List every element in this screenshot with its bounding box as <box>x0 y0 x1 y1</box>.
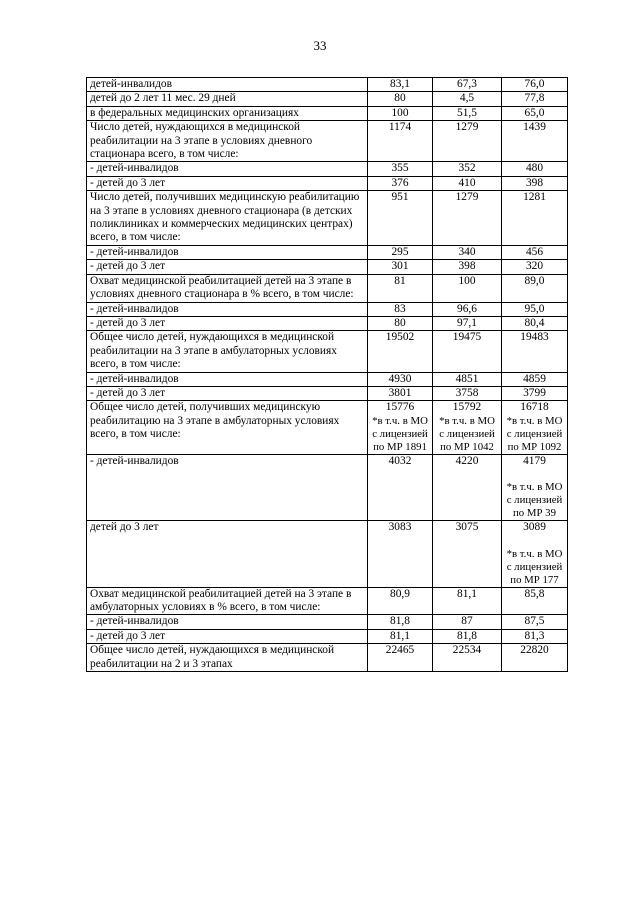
cell-value: 81,8 <box>390 615 410 628</box>
table-row <box>87 245 568 259</box>
table-row <box>87 260 568 274</box>
cell-value: 87,5 <box>524 615 545 628</box>
value-cell-col3 <box>502 106 568 120</box>
cell-value: 3075 <box>455 521 479 534</box>
cell-value: 3083 <box>388 521 412 534</box>
table-row <box>87 372 568 386</box>
cell-value: 19483 <box>520 331 549 344</box>
row-label: - детей до 3 лет <box>87 316 368 330</box>
row-label: - детей-инвалидов <box>87 245 368 259</box>
cell-value: 67,3 <box>457 78 477 90</box>
cell-value: 22820 <box>520 644 549 657</box>
cell-value: 80,4 <box>524 316 545 329</box>
cell-value: 376 <box>391 176 409 189</box>
cell-value: 87 <box>461 615 473 628</box>
table-row <box>87 106 568 120</box>
cell-value: 4032 <box>388 454 412 467</box>
value-cell-col1 <box>368 587 433 615</box>
cell-value: 80 <box>394 92 406 105</box>
value-cell-col1 <box>368 121 433 162</box>
value-cell-col3 <box>502 587 568 615</box>
cell-value: 83,1 <box>390 78 410 90</box>
value-cell-col2 <box>433 191 502 246</box>
cell-value: 355 <box>391 162 409 175</box>
table-row <box>87 629 568 643</box>
row-label: в федеральных медицинских организациях <box>87 106 368 120</box>
table-body <box>87 78 568 672</box>
license-note: *в т.ч. в МО с лицензией по МР 177 <box>506 547 563 586</box>
value-cell-col2 <box>433 386 502 400</box>
value-cell-col2 <box>433 644 502 672</box>
license-note: *в т.ч. в МО с лицензией по МР 1042 <box>439 414 495 453</box>
cell-value: 81,1 <box>390 629 410 642</box>
cell-value: 480 <box>525 162 544 175</box>
cell-value: 77,8 <box>524 92 545 105</box>
row-label: - детей до 3 лет <box>87 629 368 643</box>
value-cell-col2 <box>433 372 502 386</box>
value-cell-col3 <box>502 121 568 162</box>
cell-value: 80,9 <box>390 587 410 600</box>
license-note: *в т.ч. в МО с лицензией по МР 39 <box>506 481 563 520</box>
cell-value: 456 <box>525 245 544 258</box>
value-cell-col3 <box>502 521 568 587</box>
row-label: Число детей, нуждающихся в медицинской реабилитации на 3 этапе в условиях дневного стационара всего, в том числе: <box>87 121 368 162</box>
cell-value: 398 <box>525 176 544 189</box>
value-cell-col3 <box>502 386 568 400</box>
table-row <box>87 121 568 162</box>
value-cell-col3 <box>502 401 568 454</box>
cell-value: 76,0 <box>524 78 545 90</box>
value-cell-col1 <box>368 302 433 316</box>
value-cell-col2 <box>433 587 502 615</box>
cell-value: 398 <box>458 260 476 273</box>
row-label: детей-инвалидов <box>87 78 368 92</box>
cell-value: 3799 <box>523 386 546 399</box>
cell-value: 95,0 <box>524 302 545 315</box>
value-cell-col1 <box>368 386 433 400</box>
table-row <box>87 615 568 629</box>
row-label: - детей-инвалидов <box>87 162 368 176</box>
cell-value: 1439 <box>523 121 546 134</box>
table-row <box>87 386 568 400</box>
cell-value: 352 <box>458 162 476 175</box>
table-row <box>87 78 568 92</box>
value-cell-col2 <box>433 521 502 587</box>
value-cell-col1 <box>368 454 433 520</box>
cell-value: 3758 <box>455 386 479 399</box>
table-row <box>87 331 568 372</box>
table-row <box>87 302 568 316</box>
value-cell-col3 <box>502 162 568 176</box>
cell-value: 19475 <box>452 331 482 344</box>
value-cell-col2 <box>433 629 502 643</box>
value-cell-col1 <box>368 316 433 330</box>
value-cell-col2 <box>433 106 502 120</box>
cell-value: 15776 <box>385 401 415 414</box>
row-label: - детей до 3 лет <box>87 176 368 190</box>
cell-value: 320 <box>525 260 544 273</box>
row-label: детей до 3 лет <box>87 521 368 587</box>
cell-value: 4859 <box>523 372 546 385</box>
cell-value: 16718 <box>520 401 549 414</box>
value-cell-col3 <box>502 260 568 274</box>
cell-value: 65,0 <box>524 106 545 119</box>
value-cell-col2 <box>433 92 502 106</box>
cell-value: 89,0 <box>524 274 545 287</box>
cell-value: 301 <box>391 260 409 273</box>
value-cell-col2 <box>433 162 502 176</box>
cell-value: 100 <box>458 274 476 287</box>
cell-value: 22534 <box>452 644 482 657</box>
cell-value: 19502 <box>385 331 415 344</box>
cell-value: 4179 <box>523 454 546 467</box>
cell-value: 81,3 <box>524 629 545 642</box>
value-cell-col3 <box>502 615 568 629</box>
value-cell-col1 <box>368 191 433 246</box>
page-number: 33 <box>313 38 327 53</box>
value-cell-col3 <box>502 372 568 386</box>
cell-value: 4851 <box>455 372 479 385</box>
row-label: - детей-инвалидов <box>87 454 368 520</box>
table-row <box>87 191 568 246</box>
license-note: *в т.ч. в МО с лицензией по МР 1092 <box>506 414 563 453</box>
value-cell-col3 <box>502 176 568 190</box>
cell-value: 1279 <box>455 121 479 134</box>
value-cell-col1 <box>368 245 433 259</box>
value-cell-col3 <box>502 629 568 643</box>
table-row <box>87 587 568 615</box>
row-label: - детей-инвалидов <box>87 615 368 629</box>
value-cell-col1 <box>368 260 433 274</box>
table-row <box>87 92 568 106</box>
row-label: Охват медицинской реабилитацией детей на 3 этапе в условиях дневного стационара в % всего, в том числе: <box>87 274 368 302</box>
value-cell-col2 <box>433 260 502 274</box>
row-label: детей до 2 лет 11 мес. 29 дней <box>87 92 368 106</box>
cell-value: 951 <box>391 191 409 204</box>
value-cell-col2 <box>433 274 502 302</box>
value-cell-col1 <box>368 401 433 454</box>
table-row <box>87 274 568 302</box>
cell-value: 3801 <box>388 386 412 399</box>
row-label: Охват медицинской реабилитацией детей на 3 этапе в амбулаторных условиях в % всего, в том числе: <box>87 587 368 615</box>
row-label: - детей-инвалидов <box>87 302 368 316</box>
table-row <box>87 176 568 190</box>
cell-value: 1279 <box>455 191 479 204</box>
value-cell-col3 <box>502 331 568 372</box>
value-cell-col1 <box>368 615 433 629</box>
cell-value: 410 <box>458 176 476 189</box>
value-cell-col1 <box>368 106 433 120</box>
cell-value: 83 <box>394 302 406 315</box>
row-label: Общее число детей, получивших медицинскую реабилитацию на 3 этапе в амбулаторных условиях всего, в том числе: <box>87 401 368 454</box>
row-label: Общее число детей, нуждающихся в медицинской реабилитации на 3 этапе в амбулаторных условиях всего, в том числе: <box>87 331 368 372</box>
table-row <box>87 401 568 454</box>
cell-value: 3089 <box>523 521 546 534</box>
value-cell-col1 <box>368 629 433 643</box>
value-cell-col2 <box>433 302 502 316</box>
cell-value: 81,8 <box>457 629 477 642</box>
value-cell-col1 <box>368 331 433 372</box>
value-cell-col3 <box>502 274 568 302</box>
value-cell-col3 <box>502 316 568 330</box>
value-cell-col2 <box>433 316 502 330</box>
license-note: *в т.ч. в МО с лицензией по МР 1891 <box>372 414 428 453</box>
value-cell-col2 <box>433 176 502 190</box>
row-label: - детей-инвалидов <box>87 372 368 386</box>
value-cell-col3 <box>502 302 568 316</box>
row-label: Число детей, получивших медицинскую реабилитацию на 3 этапе в условиях дневного стационара (в детских поликлиниках и коммерческих медицинских центрах) всего, в том числе: <box>87 191 368 246</box>
value-cell-col3 <box>502 644 568 672</box>
value-cell-col3 <box>502 454 568 520</box>
table-row <box>87 162 568 176</box>
value-cell-col1 <box>368 78 433 92</box>
value-cell-col3 <box>502 92 568 106</box>
value-cell-col2 <box>433 245 502 259</box>
cell-value: 85,8 <box>524 587 545 600</box>
table-row <box>87 316 568 330</box>
cell-value: 97,1 <box>457 316 477 329</box>
cell-value: 4930 <box>388 372 412 385</box>
cell-value: 81,1 <box>457 587 477 600</box>
value-cell-col3 <box>502 78 568 92</box>
cell-value: 96,6 <box>457 302 477 315</box>
value-cell-col3 <box>502 191 568 246</box>
cell-value: 4,5 <box>459 92 475 105</box>
cell-value: 295 <box>391 245 409 258</box>
value-cell-col2 <box>433 331 502 372</box>
value-cell-col2 <box>433 401 502 454</box>
value-cell-col1 <box>368 644 433 672</box>
row-label: - детей до 3 лет <box>87 386 368 400</box>
value-cell-col1 <box>368 176 433 190</box>
value-cell-col3 <box>502 245 568 259</box>
value-cell-col2 <box>433 454 502 520</box>
row-label: Общее число детей, нуждающихся в медицинской реабилитации на 2 и 3 этапах <box>87 644 368 672</box>
cell-value: 4220 <box>455 454 479 467</box>
cell-value: 1174 <box>388 121 412 134</box>
cell-value: 1281 <box>523 191 546 204</box>
table-row <box>87 644 568 672</box>
value-cell-col1 <box>368 274 433 302</box>
cell-value: 22465 <box>385 644 415 657</box>
data-table <box>86 77 568 672</box>
cell-value: 15792 <box>452 401 482 414</box>
value-cell-col1 <box>368 92 433 106</box>
cell-value: 80 <box>394 316 406 329</box>
table-row <box>87 454 568 520</box>
value-cell-col1 <box>368 162 433 176</box>
cell-value: 100 <box>391 106 409 119</box>
value-cell-col1 <box>368 521 433 587</box>
value-cell-col1 <box>368 372 433 386</box>
value-cell-col2 <box>433 78 502 92</box>
cell-value: 340 <box>458 245 476 258</box>
cell-value: 51,5 <box>457 106 477 119</box>
table-row <box>87 521 568 587</box>
cell-value: 81 <box>394 274 406 287</box>
value-cell-col2 <box>433 615 502 629</box>
row-label: - детей до 3 лет <box>87 260 368 274</box>
value-cell-col2 <box>433 121 502 162</box>
